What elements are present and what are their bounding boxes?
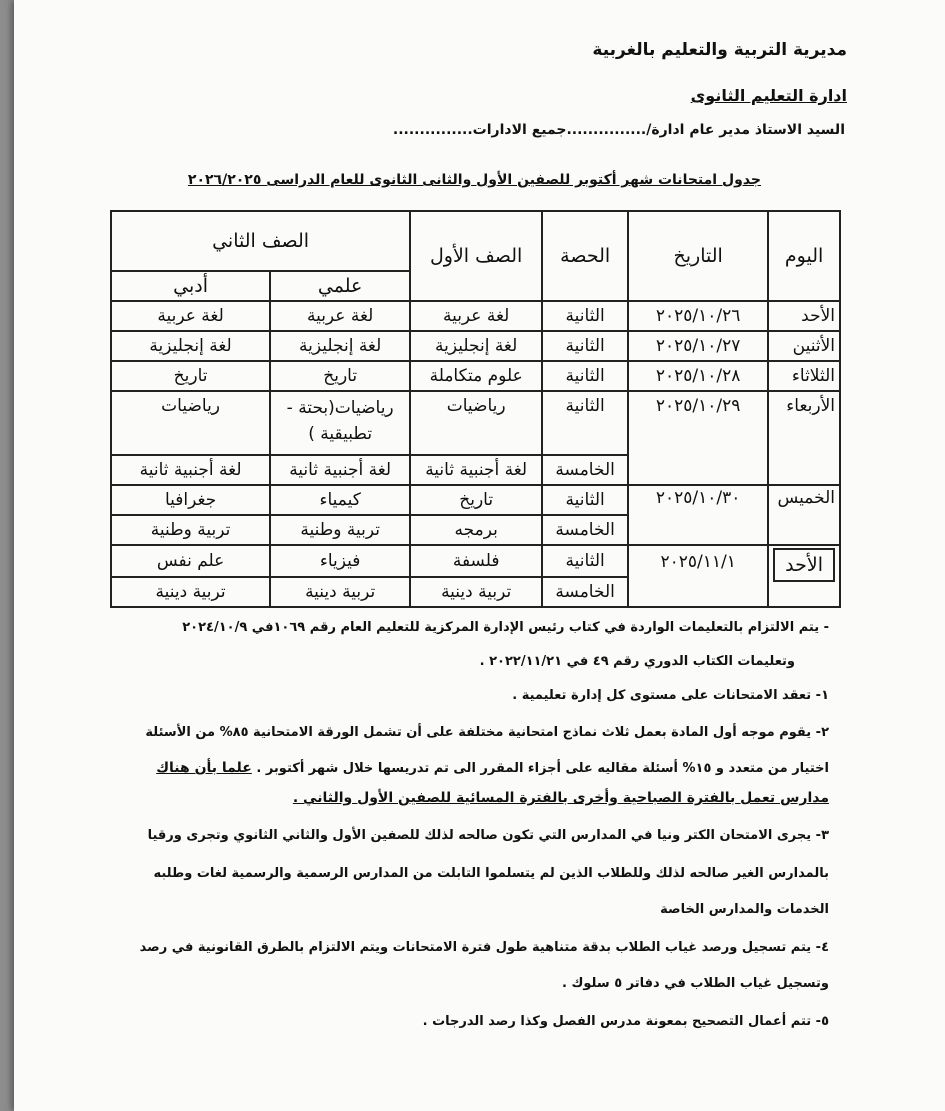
- note-5: ٥- تتم أعمال التصحيح بمعونة مدرس الفصل وكذا رصد الدرجات .: [422, 1014, 829, 1029]
- cell-science: لغة عربية: [270, 301, 410, 331]
- cell-date: ٢٠٢٥/١٠/٢٩: [628, 391, 768, 485]
- cell-day: الأثنين: [768, 331, 840, 361]
- table-row: [111, 545, 840, 577]
- cell-literary: علم نفس: [111, 545, 270, 577]
- cell-literary: جغرافيا: [111, 485, 270, 515]
- directorate-heading: مديرية التربية والتعليم بالغربية: [592, 40, 847, 60]
- cell-date: ٢٠٢٥/١١/١: [628, 545, 768, 607]
- cell-grade1: لغة عربية: [410, 301, 542, 331]
- cell-day: الأربعاء: [768, 391, 840, 485]
- cell-science: لغة إنجليزية: [270, 331, 410, 361]
- cell-period: الثانية: [542, 545, 628, 577]
- document-page: [14, 0, 945, 1111]
- note-2-line2: [114, 760, 829, 778]
- cell-grade1: علوم متكاملة: [410, 361, 542, 391]
- cell-period: الخامسة: [542, 515, 628, 545]
- note-3-line1: ٣- يجرى الامتحان الكتر ونيا في المدارس التي تكون صالحه لذلك للصفين الأول والثاني الثانوي وتجرى ورقيا: [147, 828, 829, 843]
- cell-literary: تربية دينية: [111, 577, 270, 607]
- table-row: [111, 331, 840, 361]
- department-heading: ادارة التعليم الثانوى: [690, 86, 847, 105]
- cell-grade1: تاريخ: [410, 485, 542, 515]
- cell-day: الثلاثاء: [768, 361, 840, 391]
- cell-date: ٢٠٢٥/١٠/٢٨: [628, 361, 768, 391]
- header-grade2: الصف الثاني: [111, 211, 410, 271]
- cell-day: الأحد: [768, 301, 840, 331]
- cell-grade1: رياضيات: [410, 391, 542, 455]
- header-period: الحصة: [542, 211, 628, 301]
- cell-grade1: لغة إنجليزية: [410, 331, 542, 361]
- cell-literary: رياضيات: [111, 391, 270, 455]
- table-title: جدول امتحانات شهر أكتوبر للصفين الأول والثانى الثانوى للعام الدراسى ٢٠٢٦/٢٠٢٥: [187, 172, 761, 188]
- note-3-line2: بالمدارس الغير صالحه لذلك وللطلاب الذين لم يتسلموا التابلت من المدارس الرسمية والرسمية لغات وطلبه: [153, 866, 829, 881]
- header-day: اليوم: [768, 211, 840, 301]
- note-1: ١- تعقد الامتحانات على مستوى كل إدارة تعليمية .: [512, 688, 829, 703]
- cell-science: تربية وطنية: [270, 515, 410, 545]
- note-0-line2: وتعليمات الكتاب الدوري رقم ٤٩ في ٢٠٢٢/١١/٢١ .: [479, 654, 795, 669]
- header-science: علمي: [270, 271, 410, 301]
- cell-date: ٢٠٢٥/١٠/٢٦: [628, 301, 768, 331]
- header-row: [111, 211, 840, 271]
- cell-period: الثانية: [542, 331, 628, 361]
- cell-grade1: فلسفة: [410, 545, 542, 577]
- cell-period: الثانية: [542, 361, 628, 391]
- cell-period: الثانية: [542, 485, 628, 515]
- note-0-line1: - يتم الالتزام بالتعليمات الواردة في كتاب رئيس الإدارة المركزية للتعليم العام رقم ١٠٦٩في ٢٠٢٤/١٠/٩: [182, 620, 829, 635]
- cell-science: تربية دينية: [270, 577, 410, 607]
- addressee-line: السيد الاستاذ مدير عام ادارة/...............جميع الادارات...............: [392, 122, 845, 138]
- note-4-line2: وتسجيل غياب الطلاب في دفاتر ٥ سلوك .: [562, 976, 829, 991]
- header-grade1: الصف الأول: [410, 211, 542, 301]
- header-date: التاريخ: [628, 211, 768, 301]
- cell-literary: لغة عربية: [111, 301, 270, 331]
- cell-science: رياضيات(بحتة - تطبيقية ): [270, 391, 410, 455]
- cell-date: ٢٠٢٥/١٠/٢٧: [628, 331, 768, 361]
- note-2-line1: ٢- يقوم موجه أول المادة بعمل ثلاث نماذج امتحانية مختلفة على أن تشمل الورقة الامتحانية ٨٥% من الأسئلة: [145, 725, 829, 740]
- table-row: [111, 485, 840, 515]
- exam-schedule-table: [110, 210, 841, 608]
- cell-grade1: تربية دينية: [410, 577, 542, 607]
- cell-literary: لغة إنجليزية: [111, 331, 270, 361]
- cell-grade1: لغة أجنبية ثانية: [410, 455, 542, 485]
- cell-period: الثانية: [542, 301, 628, 331]
- note-2-emphasis: علما بأن هناك: [156, 760, 252, 776]
- cell-date: ٢٠٢٥/١٠/٣٠: [628, 485, 768, 545]
- table-row: [111, 301, 840, 331]
- cell-grade1: برمجه: [410, 515, 542, 545]
- note-3-line3: الخدمات والمدارس الخاصة: [660, 902, 829, 917]
- note-2-text: اختيار من متعدد و ١٥% أسئلة مقاليه على أجزاء المقرر الى تم تدريسها خلال شهر أكتوبر .: [256, 761, 829, 776]
- table-row: [111, 391, 840, 455]
- cell-period: الثانية: [542, 391, 628, 455]
- cell-day: الخميس: [768, 485, 840, 545]
- header-literary: أدبي: [111, 271, 270, 301]
- cell-literary: تربية وطنية: [111, 515, 270, 545]
- boxed-day: الأحد: [773, 548, 835, 582]
- cell-day: [768, 545, 840, 607]
- cell-literary: تاريخ: [111, 361, 270, 391]
- cell-science: كيمياء: [270, 485, 410, 515]
- cell-science: فيزياء: [270, 545, 410, 577]
- note-4-line1: ٤- يتم تسجيل ورصد غياب الطلاب بدقة متناهية طول فترة الامتحانات ويتم الالتزام بالطرق القانونية في رصد: [139, 940, 829, 955]
- cell-period: الخامسة: [542, 577, 628, 607]
- cell-science: لغة أجنبية ثانية: [270, 455, 410, 485]
- cell-period: الخامسة: [542, 455, 628, 485]
- table-row: [111, 361, 840, 391]
- cell-science: تاريخ: [270, 361, 410, 391]
- cell-literary: لغة أجنبية ثانية: [111, 455, 270, 485]
- note-2-line3: مدارس تعمل بالفترة الصباحية وأخرى بالفترة المسائية للصفين الأول والثاني .: [292, 790, 829, 806]
